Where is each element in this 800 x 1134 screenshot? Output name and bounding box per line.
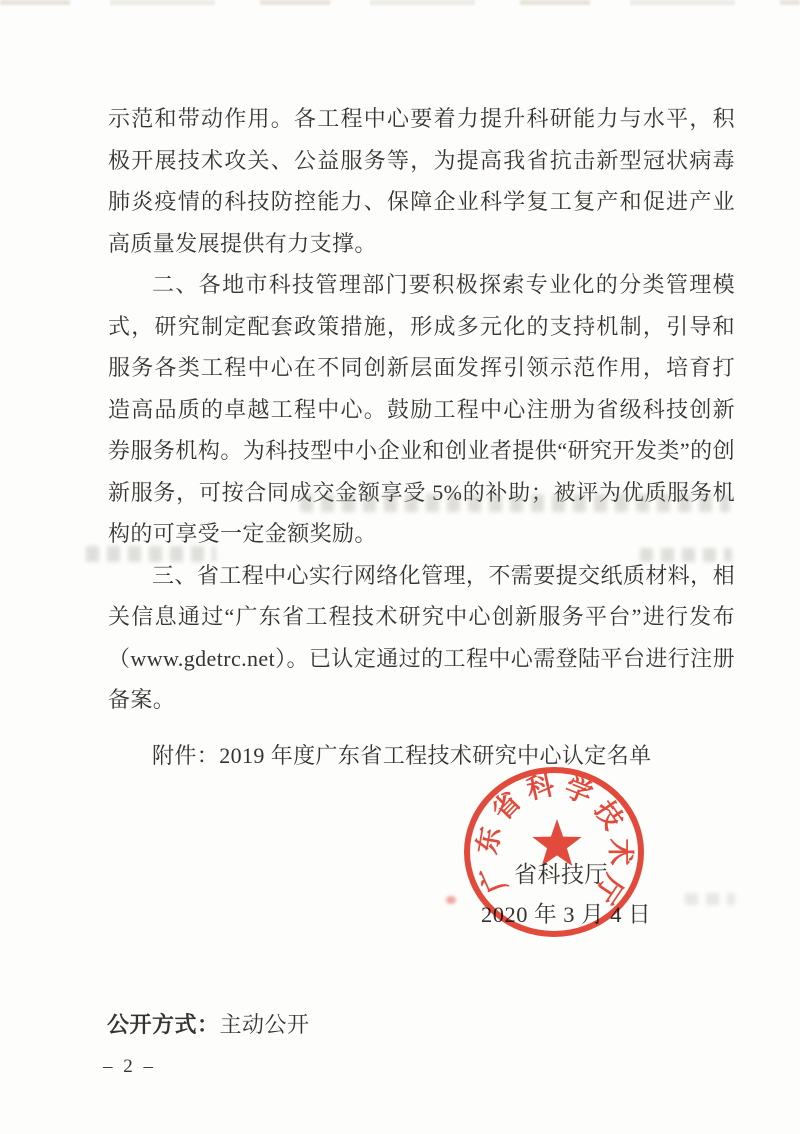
bleed-through-artifact	[640, 548, 732, 562]
seal-arc-char: 学	[560, 771, 597, 810]
body-paragraph: 三、省工程中心实行网络化管理，不需要提交纸质材料，相关信息通过“广东省工程技术研究中心创新服务平台”进行发布（www.gdetrc.net）。已认定通过的工程中心需登陆平台进行注册备案。	[108, 562, 735, 712]
seal-star-icon	[532, 819, 581, 866]
disclosure-value: 主动公开	[219, 1012, 310, 1037]
seal-arc-char: 术	[605, 838, 635, 866]
seal-arc-char: 广	[474, 860, 513, 898]
issuer-signature: 省科技厅	[514, 862, 608, 887]
issue-date: 2020 年 3 月 4 日	[481, 902, 652, 927]
bleed-through-artifact	[685, 893, 735, 905]
body-paragraph: 二、各地市科技管理部门要积极探索专业化的分类管理模式，研究制定配套政策措施，形成多元化的支持机制，引导和服务各类工程中心在不同创新层面发挥引领示范作用，培育打造高品质的卓越工程中心。鼓励工程中心注册为省级科技创新券服务机构。为科技型中小企业和创业者提供“研究开发类”的创新服务，可按合同成交金额享受 5%的补助；被评为优质服务机构的可享受一定金额奖励。	[108, 272, 735, 546]
scan-edge-artifact	[0, 0, 800, 5]
bleed-through-artifact	[300, 494, 730, 512]
attachment-line: 附件：2019 年度广东省工程技术研究中心认定名单	[152, 742, 652, 768]
disclosure-label: 公开方式：	[107, 1012, 220, 1037]
seal-arc-char: 东	[471, 824, 507, 857]
seal-arc-char: 技	[588, 795, 629, 835]
seal-arc-char: 厅	[588, 869, 629, 909]
disclosure-line	[107, 1008, 310, 1039]
seal-arc-char: 省	[486, 786, 527, 827]
official-seal	[452, 750, 662, 960]
bleed-through-artifact	[86, 546, 216, 562]
page-number: – 2 –	[103, 1056, 156, 1077]
seal-arc-char: 科	[523, 769, 557, 805]
body-paragraph: 示范和带动作用。各工程中心要着力提升科研能力与水平，积极开展技术攻关、公益服务等，为提高我省抗击新型冠状病毒肺炎疫情的科技防控能力、保障企业科学复工复产和促进产业高质量发展提供有力支撑。	[108, 106, 735, 256]
body-text	[108, 98, 735, 776]
